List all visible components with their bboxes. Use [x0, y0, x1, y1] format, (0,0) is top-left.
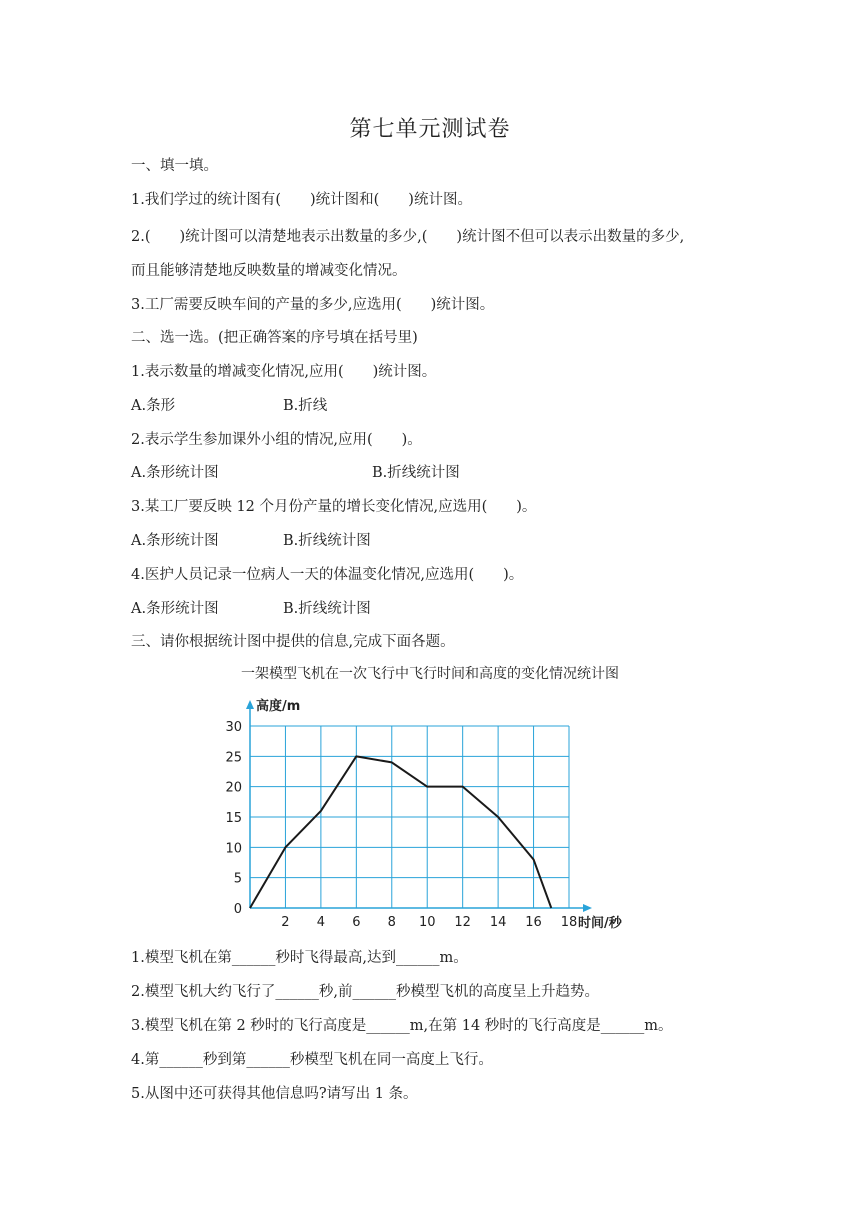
s2-q1-option-a: A.条形 — [131, 398, 176, 414]
x-tick-label: 10 — [418, 915, 436, 930]
section3-heading: 三、请你根据统计图中提供的信息,完成下面各题。 — [131, 634, 455, 650]
y-tick-label: 0 — [233, 902, 242, 917]
s2-q3-option-a: A.条形统计图 — [131, 533, 219, 549]
y-tick-label: 10 — [225, 841, 242, 857]
s2-question-3: 3.某工厂要反映 12 个月份产量的增长变化情况,应选用( )。 — [131, 499, 537, 515]
section2-heading: 二、选一选。(把正确答案的序号填在括号里) — [131, 330, 418, 346]
x-axis-arrow — [583, 904, 592, 912]
s1-question-2-line1: 2.( )统计图可以清楚地表示出数量的多少,( )统计图不但可以表示出数量的多少, — [131, 229, 685, 245]
series-line — [250, 756, 551, 908]
s2-q4-option-b: B.折线统计图 — [283, 601, 371, 617]
s2-q2-option-a: A.条形统计图 — [131, 465, 219, 481]
page-title: 第七单元测试卷 — [349, 117, 511, 142]
x-tick-label: 2 — [281, 915, 290, 930]
x-tick-label: 14 — [489, 915, 507, 930]
chart-title: 一架模型飞机在一次飞行中飞行时间和高度的变化情况统计图 — [241, 666, 619, 682]
y-tick-label: 5 — [233, 871, 242, 887]
s3-question-4: 4.第______秒到第______秒模型飞机在同一高度上飞行。 — [131, 1052, 493, 1068]
y-tick-label: 20 — [225, 780, 242, 796]
x-tick-label: 18 — [560, 915, 578, 930]
s1-question-3: 3.工厂需要反映车间的产量的多少,应选用( )统计图。 — [131, 297, 495, 313]
s1-question-1: 1.我们学过的统计图有( )统计图和( )统计图。 — [131, 192, 472, 208]
s3-question-3: 3.模型飞机在第 2 秒时的飞行高度是______m,在第 14 秒时的飞行高度是______m。 — [131, 1018, 673, 1034]
s2-q1-option-b: B.折线 — [283, 398, 328, 414]
s3-question-5: 5.从图中还可获得其他信息吗?请写出 1 条。 — [131, 1086, 418, 1102]
s2-question-2: 2.表示学生参加课外小组的情况,应用( )。 — [131, 432, 422, 448]
y-tick-label: 15 — [225, 811, 242, 826]
x-tick-label: 6 — [352, 915, 361, 930]
y-tick-label: 25 — [225, 750, 242, 766]
s2-q4-option-a: A.条形统计图 — [131, 601, 219, 617]
s3-question-2: 2.模型飞机大约飞行了______秒,前______秒模型飞机的高度呈上升趋势。 — [131, 984, 599, 1000]
s3-question-1: 1.模型飞机在第______秒时飞得最高,达到______m。 — [131, 950, 468, 966]
x-tick-label: 4 — [316, 915, 326, 930]
s2-q3-option-b: B.折线统计图 — [283, 533, 371, 549]
line-chart — [220, 692, 640, 932]
s2-question-1: 1.表示数量的增减变化情况,应用( )统计图。 — [131, 364, 437, 380]
s2-question-4: 4.医护人员记录一位病人一天的体温变化情况,应选用( )。 — [131, 567, 524, 583]
y-axis-label: 高度/m — [256, 699, 301, 714]
y-tick-label: 30 — [225, 720, 242, 735]
y-axis-arrow — [246, 700, 254, 709]
x-axis-label: 时间/秒 — [578, 916, 622, 931]
x-tick-label: 16 — [525, 915, 542, 930]
s2-q2-option-b: B.折线统计图 — [372, 465, 460, 481]
section1-heading: 一、填一填。 — [131, 158, 218, 174]
x-tick-label: 12 — [454, 915, 471, 930]
x-tick-label: 8 — [387, 915, 396, 930]
s1-question-2-line2: 而且能够清楚地反映数量的增减变化情况。 — [131, 263, 407, 279]
